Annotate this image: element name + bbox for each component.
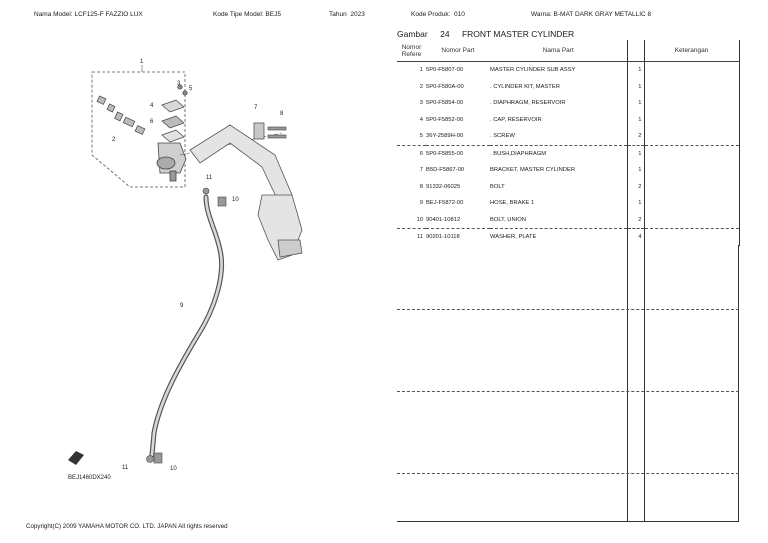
- ref-header: Nomor Refere: [397, 40, 426, 62]
- qty-cell: 1: [627, 162, 644, 179]
- callout-6: 6: [150, 119, 154, 125]
- note-cell: [644, 79, 739, 96]
- copyright-text: Copyright(C) 2009 YAMAHA MOTOR CO. LTD. JAPAN All rights reserved: [26, 523, 228, 530]
- section-divider: [397, 391, 739, 392]
- ref-cell: 5: [419, 133, 423, 140]
- model-name-field: [34, 11, 143, 18]
- part-number-cell: 5P0-F580A-00: [426, 83, 464, 90]
- part-number-cell: 5P0-F5852-00: [426, 116, 464, 123]
- model-type-field: [213, 11, 281, 18]
- color-label: Warna:: [531, 11, 552, 18]
- note-header: Keterangan: [644, 40, 739, 62]
- callout-10b: 10: [170, 466, 177, 472]
- qty-cell: 4: [627, 229, 644, 246]
- part-name-cell: BRACKET, MASTER CYLINDER: [490, 167, 576, 174]
- parts-diagram: [30, 55, 360, 495]
- qty-cell: 1: [627, 79, 644, 96]
- qty-cell: 2: [627, 212, 644, 229]
- table-row: [397, 145, 739, 162]
- callout-9: 9: [180, 303, 184, 309]
- product-code-field: [411, 11, 465, 18]
- part-name-cell: MASTER CYLINDER SUB ASSY: [490, 67, 576, 74]
- ref-cell: 7: [419, 167, 423, 174]
- part-number-cell: 91332-06025: [426, 183, 461, 190]
- year-value: 2023: [350, 11, 365, 18]
- part-name-cell: . DIAPHRAGM, RESERVOIR: [490, 100, 566, 107]
- note-cell: [644, 62, 739, 79]
- table-row: [397, 229, 739, 246]
- part-number-cell: 36Y-2589H-00: [426, 133, 464, 140]
- table-row: [397, 162, 739, 179]
- part-number-cell: B5D-F5867-00: [426, 167, 465, 174]
- ref-cell: 4: [419, 116, 423, 123]
- ref-cell: 1: [419, 67, 423, 74]
- table-row: [397, 62, 739, 79]
- table-header-row: [397, 40, 739, 62]
- diagram-code: BEJ1460DX240: [68, 475, 111, 481]
- table-row: [397, 79, 739, 96]
- callout-11: 11: [206, 175, 213, 181]
- product-code-value: 010: [454, 11, 465, 18]
- ref-cell: 3: [419, 100, 423, 107]
- table-empty-area: [397, 245, 739, 522]
- model-name-label: Nama Model:: [34, 11, 73, 18]
- callout-2: 2: [112, 137, 116, 143]
- part-number-cell: 5P0-F5807-00: [426, 67, 464, 74]
- brake-hose: [152, 197, 222, 455]
- color-value: B-MAT DARK GRAY METALLIC 8: [553, 11, 652, 18]
- column-divider: [738, 245, 739, 522]
- note-cell: [644, 128, 739, 145]
- section-divider: [397, 309, 739, 310]
- part-name-cell: . CYLINDER KIT, MASTER: [490, 83, 560, 90]
- note-cell: [644, 112, 739, 129]
- master-cylinder-body: [157, 143, 186, 181]
- table-row: [397, 195, 739, 212]
- figure-label: Gambar: [397, 29, 428, 39]
- reservoir-cap-stack: [162, 85, 187, 142]
- year-label: Tahun: [329, 11, 347, 18]
- model-type-value: BEJ5: [265, 11, 281, 18]
- table-row: [397, 128, 739, 145]
- table-row: [397, 179, 739, 196]
- part-name-cell: BOLT, UNION: [490, 216, 526, 223]
- qty-cell: 1: [627, 62, 644, 79]
- part-name-cell: . BUSH,DIAPHRAGM: [490, 145, 627, 162]
- ref-cell: 6: [397, 145, 426, 162]
- part-name-header: Nama Part: [490, 40, 627, 62]
- ref-cell: 2: [419, 83, 423, 90]
- note-cell: [644, 179, 739, 196]
- qty-cell: 1: [627, 112, 644, 129]
- callout-10: 10: [232, 197, 239, 203]
- callout-8: 8: [280, 111, 284, 117]
- qty-cell: 1: [627, 195, 644, 212]
- table-bottom-border: [397, 521, 739, 522]
- note-cell: [644, 212, 739, 229]
- ref-cell: 10: [416, 216, 423, 223]
- note-cell: [644, 229, 739, 246]
- front-direction-icon: [68, 451, 84, 465]
- part-number-header: Nomor Part: [426, 40, 490, 62]
- union-bolt-lower: [147, 453, 163, 463]
- figure-number: 24: [440, 29, 450, 39]
- qty-cell: 1: [627, 145, 644, 162]
- callout-4: 4: [150, 103, 154, 109]
- part-number-cell: 90201-10118: [426, 229, 490, 246]
- callout-7: 7: [254, 105, 258, 111]
- qty-cell: 2: [627, 179, 644, 196]
- cylinder-kit-pieces: [97, 96, 145, 134]
- note-cell: [644, 95, 739, 112]
- figure-title: [397, 29, 584, 39]
- note-cell: [644, 145, 739, 162]
- table-row: [397, 112, 739, 129]
- ref-cell: 11: [397, 229, 426, 246]
- part-name-cell: HOSE, BRAKE 1: [490, 200, 535, 207]
- note-cell: [644, 162, 739, 179]
- callout-5: 5: [189, 86, 193, 92]
- model-name-value: LCF125-F FAZZIO LUX: [74, 11, 143, 18]
- part-name-cell: . SCREW: [490, 133, 515, 140]
- part-number-cell: 5P0-F5855-00: [426, 145, 490, 162]
- ref-cell: 8: [419, 183, 423, 190]
- part-number-cell: 5P0-F5854-00: [426, 100, 464, 107]
- part-number-cell: 90401-10812: [426, 216, 461, 223]
- column-divider: [644, 245, 645, 522]
- part-name-cell: BOLT: [490, 183, 505, 190]
- parts-table: [397, 40, 740, 246]
- qty-cell: 2: [627, 128, 644, 145]
- callout-11b: 11: [122, 465, 129, 471]
- figure-name: FRONT MASTER CYLINDER: [461, 29, 575, 39]
- bracket-bolts: [268, 127, 286, 138]
- model-type-label: Kode Tipe Model:: [213, 11, 264, 18]
- callout-3: 3: [177, 81, 181, 87]
- product-code-label: Kode Produk:: [411, 11, 451, 18]
- column-divider: [627, 245, 628, 522]
- year-field: [329, 11, 365, 18]
- qty-cell: 1: [627, 95, 644, 112]
- note-cell: [644, 195, 739, 212]
- table-row: [397, 212, 739, 229]
- part-name-cell: . CAP, RESERVOIR: [490, 116, 542, 123]
- callout-labels: [112, 59, 284, 472]
- ref-cell: 9: [419, 200, 423, 207]
- callout-1: 1: [140, 59, 144, 65]
- part-number-cell: BEJ-F5872-00: [426, 200, 464, 207]
- color-field: [531, 11, 651, 18]
- part-name-cell: WASHER, PLATE: [490, 229, 627, 246]
- table-row: [397, 95, 739, 112]
- qty-header: [627, 40, 644, 62]
- section-divider: [397, 473, 739, 474]
